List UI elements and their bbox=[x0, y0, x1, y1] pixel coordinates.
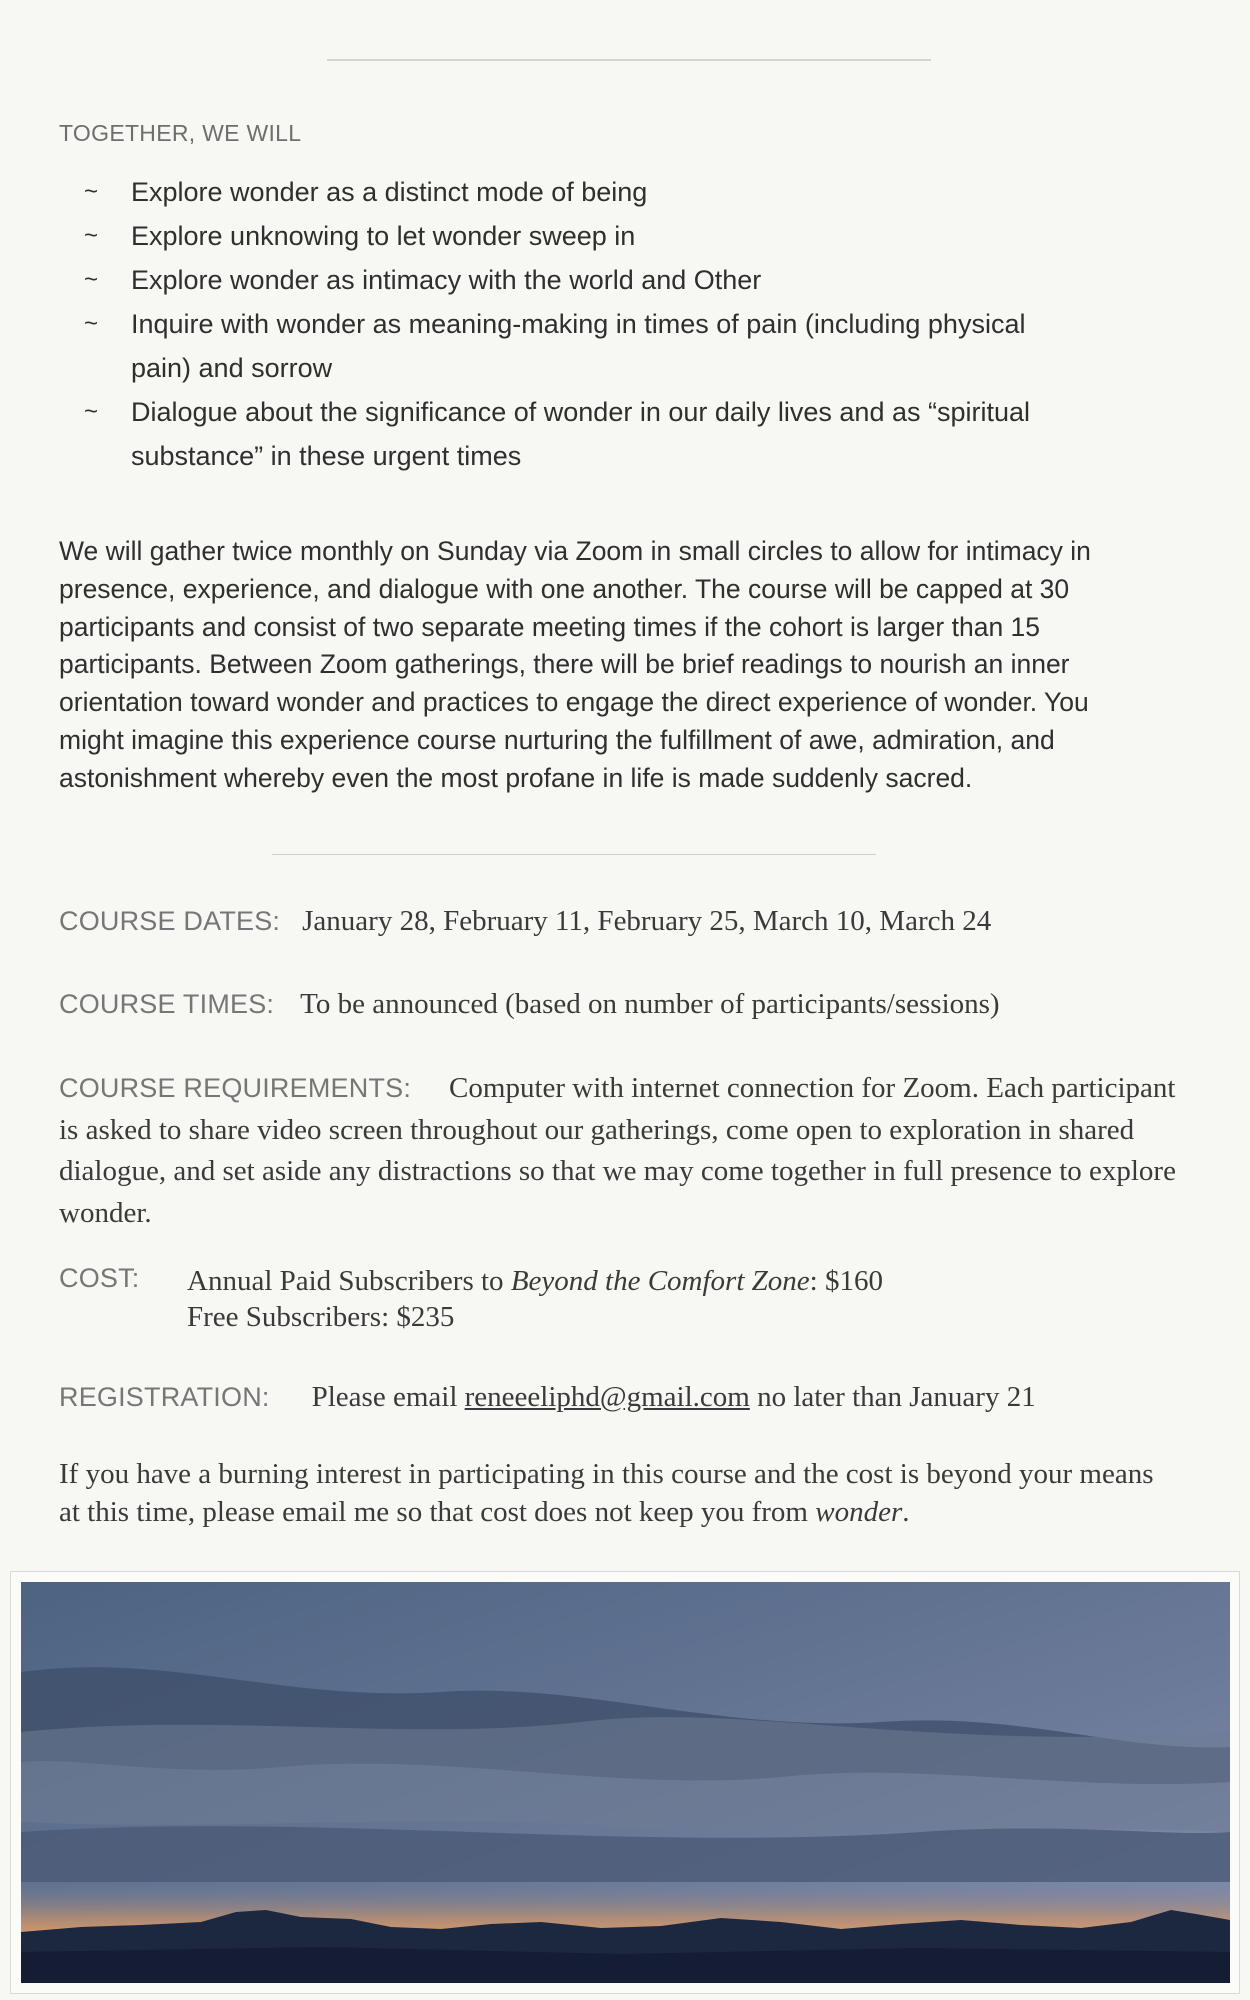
cost-details bbox=[187, 1263, 883, 1335]
tilde-bullet-icon: ~ bbox=[84, 398, 99, 425]
closing-note: If you have a burning interest in participating in this course and the cost is beyond your means at this time, please email me so that cost does not keep you from wonder. bbox=[59, 1458, 1154, 1528]
publication-title: Beyond the Comfort Zone bbox=[510, 1265, 810, 1297]
cost-row bbox=[59, 1263, 1179, 1343]
tilde-bullet-icon: ~ bbox=[84, 222, 99, 249]
paid-subscriber-cost: Annual Paid Subscribers to Beyond the Comfort Zone: $160 bbox=[187, 1265, 883, 1297]
closing-emphasis: wonder bbox=[815, 1496, 903, 1528]
course-times-label: COURSE TIMES: bbox=[59, 989, 275, 1019]
registration-value: Please email reneeeliphd@gmail.com no later than January 21 bbox=[311, 1381, 1036, 1413]
tilde-bullet-icon: ~ bbox=[84, 178, 99, 205]
registration-label: REGISTRATION: bbox=[59, 1382, 270, 1412]
course-dates-row bbox=[59, 905, 1179, 938]
course-times-value: To be announced (based on number of participants/sessions) bbox=[300, 988, 1000, 1020]
sunset-landscape-icon bbox=[21, 1582, 1230, 1983]
course-times-row bbox=[59, 988, 1179, 1021]
list-item: ~ Dialogue about the significance of wonder in our daily lives and as “spiritual substance” in these urgent times bbox=[59, 390, 1159, 478]
middle-divider bbox=[272, 854, 876, 855]
together-list bbox=[59, 170, 1159, 478]
course-requirements-label: COURSE REQUIREMENTS: bbox=[59, 1073, 412, 1103]
sunset-photo-frame bbox=[10, 1571, 1240, 1994]
list-item: ~ Explore wonder as intimacy with the world and Other bbox=[59, 258, 1159, 302]
tilde-bullet-icon: ~ bbox=[84, 310, 99, 337]
cost-label: COST: bbox=[59, 1263, 140, 1293]
course-dates-label: COURSE DATES: bbox=[59, 906, 281, 936]
list-item: ~ Explore wonder as a distinct mode of being bbox=[59, 170, 1159, 214]
course-requirements-value: Computer with internet connection for Zoom. Each participant is asked to share video screen throughout our gatherings, come open to exploration in shared dialogue, and set aside any distractions so that we may come together in full presence to explore wonder. bbox=[59, 1072, 1176, 1229]
course-requirements-row bbox=[59, 1070, 1179, 1236]
tilde-bullet-icon: ~ bbox=[84, 266, 99, 293]
together-heading: TOGETHER, WE WILL bbox=[59, 120, 302, 146]
free-subscriber-cost: Free Subscribers: $235 bbox=[187, 1301, 455, 1333]
list-item: ~ Explore unknowing to let wonder sweep in bbox=[59, 214, 1159, 258]
registration-email-link[interactable]: reneeeliphd@gmail.com bbox=[464, 1381, 750, 1413]
list-item: ~ Inquire with wonder as meaning-making in times of pain (including physical pain) and sorrow bbox=[59, 302, 1159, 390]
course-description: We will gather twice monthly on Sunday via Zoom in small circles to allow for intimacy in presence, experience, and dialogue with one another. The course will be capped at 30 participants and consist of two separate meeting times if the cohort is larger than 15 participants. Between Zoom gatherings, there will be brief readings to nourish an inner orientation toward wonder and practices to engage the direct experience of wonder. You might imagine this experience course nurturing the fulfillment of awe, admiration, and astonishment whereby even the most profane in life is made suddenly sacred. bbox=[59, 536, 1091, 793]
registration-row bbox=[59, 1381, 1179, 1414]
course-dates-value: January 28, February 11, February 25, March 10, March 24 bbox=[302, 905, 992, 937]
sunset-landscape-image bbox=[21, 1582, 1230, 1983]
top-divider bbox=[327, 59, 931, 61]
